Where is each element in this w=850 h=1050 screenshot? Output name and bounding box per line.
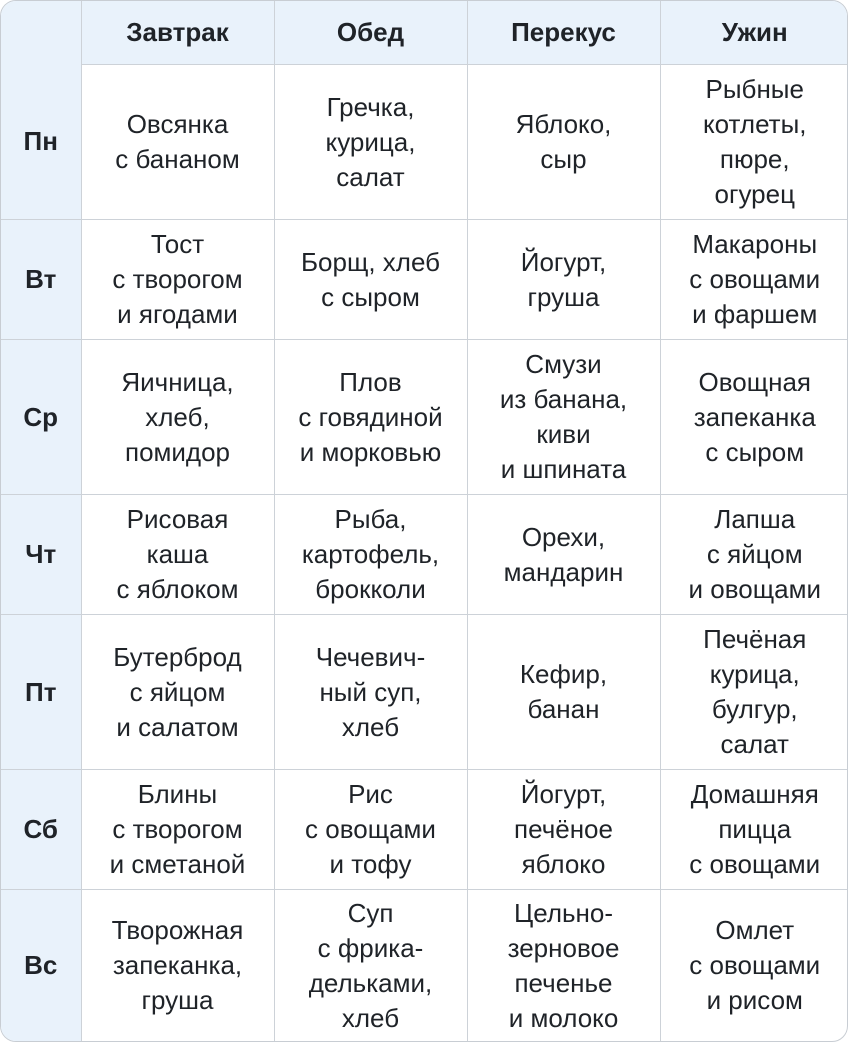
meal-cell: Овсянка с бананом: [81, 65, 274, 220]
meal-cell: Рыба, картофель, брокколи: [274, 495, 467, 615]
table-row: [1, 770, 848, 890]
table-row: [1, 220, 848, 340]
meal-cell: Кефир, банан: [467, 615, 660, 770]
day-label: Чт: [1, 495, 81, 615]
header-snack: Перекус: [467, 1, 660, 65]
meal-cell: Бутерброд с яйцом и салатом: [81, 615, 274, 770]
meal-cell: Блины с творогом и сметаной: [81, 770, 274, 890]
meal-cell: Творожная запеканка, груша: [81, 890, 274, 1042]
meal-cell: Смузи из банана, киви и шпината: [467, 340, 660, 495]
meal-cell: Плов с говядиной и морковью: [274, 340, 467, 495]
meal-cell: Рыбные котлеты, пюре, огурец: [660, 65, 848, 220]
meal-cell: Печёная курица, булгур, салат: [660, 615, 848, 770]
header-breakfast: Завтрак: [81, 1, 274, 65]
meal-cell: Рис с овощами и тофу: [274, 770, 467, 890]
table-row: [1, 890, 848, 1042]
meal-plan-table: [1, 1, 848, 1042]
corner-cell: [1, 1, 81, 65]
header-row: [1, 1, 848, 65]
table-row: [1, 615, 848, 770]
header-dinner: Ужин: [660, 1, 848, 65]
day-label: Сб: [1, 770, 81, 890]
table-row: [1, 340, 848, 495]
meal-cell: Рисовая каша с яблоком: [81, 495, 274, 615]
meal-cell: Йогурт, груша: [467, 220, 660, 340]
meal-cell: Цельно- зерновое печенье и молоко: [467, 890, 660, 1042]
meal-cell: Омлет с овощами и рисом: [660, 890, 848, 1042]
meal-cell: Гречка, курица, салат: [274, 65, 467, 220]
table-row: [1, 495, 848, 615]
day-label: Пт: [1, 615, 81, 770]
day-label: Вт: [1, 220, 81, 340]
meal-cell: Макароны с овощами и фаршем: [660, 220, 848, 340]
day-label: Пн: [1, 65, 81, 220]
meal-cell: Домашняя пицца с овощами: [660, 770, 848, 890]
meal-cell: Яичница, хлеб, помидор: [81, 340, 274, 495]
meal-cell: Чечевич- ный суп, хлеб: [274, 615, 467, 770]
meal-cell: Суп с фрика- дельками, хлеб: [274, 890, 467, 1042]
meal-cell: Орехи, мандарин: [467, 495, 660, 615]
table-row: [1, 65, 848, 220]
header-lunch: Обед: [274, 1, 467, 65]
meal-cell: Овощная запеканка с сыром: [660, 340, 848, 495]
meal-cell: Яблоко, сыр: [467, 65, 660, 220]
meal-cell: Лапша с яйцом и овощами: [660, 495, 848, 615]
meal-cell: Борщ, хлеб с сыром: [274, 220, 467, 340]
day-label: Ср: [1, 340, 81, 495]
meal-cell: Йогурт, печёное яблоко: [467, 770, 660, 890]
day-label: Вс: [1, 890, 81, 1042]
meal-cell: Тост с творогом и ягодами: [81, 220, 274, 340]
